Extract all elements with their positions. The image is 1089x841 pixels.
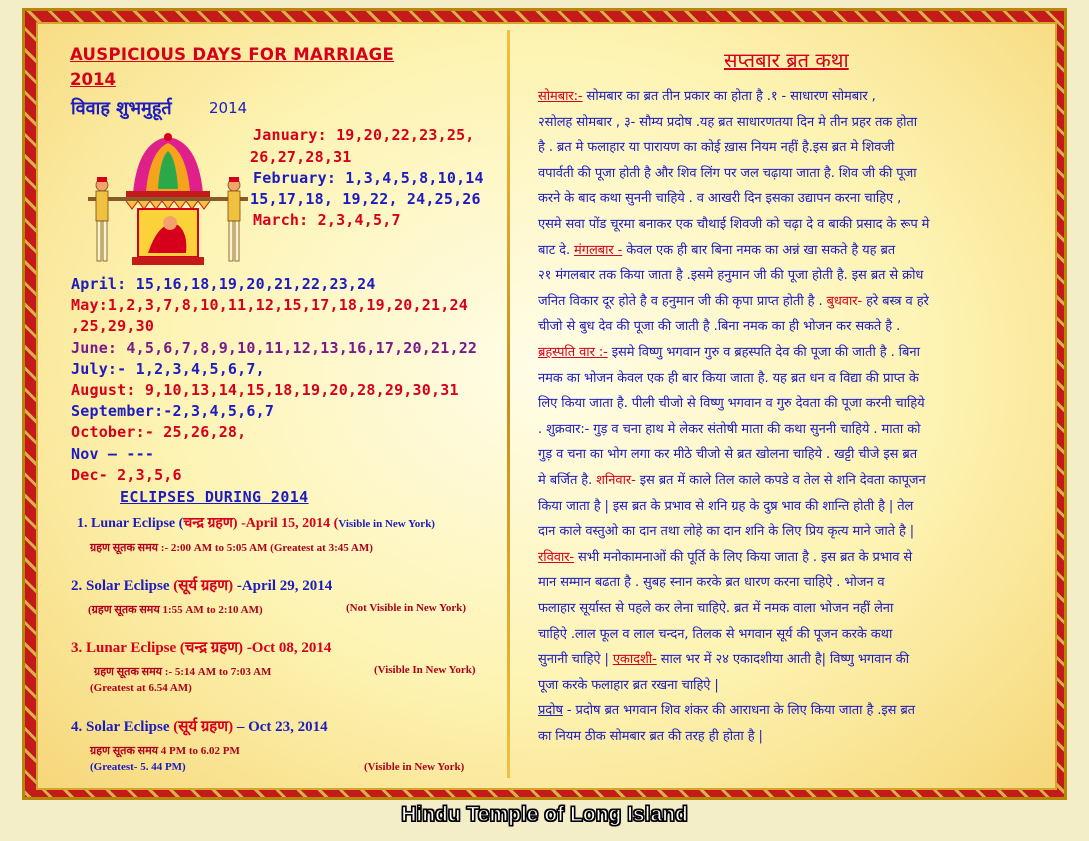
katha-segment: नमक का भोजन केवल एक ही बार किया जाता है. यह ब्रत धन व विद्या की प्राप्त के: [538, 370, 919, 386]
katha-segment: मान सम्मान बढता है . सुबह स्नान करके ब्रत धारण करना चाहिऐ . भोजन व: [538, 575, 885, 591]
katha-line: [538, 700, 915, 718]
eclipse-1-note: Visible in New York): [338, 518, 435, 530]
eclipse-3-greatest: (Greatest at 6.54 AM): [90, 682, 192, 694]
month-line: July:- 1,2,3,4,5,6,7,: [71, 359, 265, 378]
katha-segment: साल भर में २४ एकादशीया आती है| विष्णु भगवान की: [656, 652, 910, 668]
katha-segment: सुनानी चाहिऐ |: [538, 652, 613, 668]
katha-segment: इस ब्रत में काले तिल काले कपडे व तेल से शनि देवता कापूजन: [635, 473, 926, 488]
katha-line: [538, 572, 885, 590]
katha-line: [538, 393, 925, 411]
vrat-katha-title: सप्तबार ब्रत कथा: [724, 48, 849, 72]
eclipse-2-prefix: 2. Solar Eclipse: [71, 578, 174, 594]
eclipse-1-hindi: चन्द्र ग्रहण: [183, 516, 233, 531]
katha-segment: है . ब्रत मे फलाहार या पारायण का कोई ख़ास नियम नहीं है.इस ब्रत मे शिवजी: [538, 140, 895, 156]
eclipse-1-timing: ग्रहण सूतक समय :- 2:00 AM to 5:05 AM (Greatest at 3:45 AM): [90, 542, 373, 554]
eclipse-2-visibility: (Not Visible in New York): [346, 602, 466, 614]
katha-line: [538, 86, 876, 104]
month-line: October:- 25,26,28,: [71, 423, 247, 442]
eclipse-2: [71, 575, 332, 595]
katha-line: [538, 675, 719, 693]
katha-segment: दान काले वस्तुओ का दान तथा लोहे का दान शनि के लिए प्रिय कृत्य माने जाते है |: [538, 524, 915, 540]
katha-segment: इसमे विष्णु भगवान गुरु व ब्रहस्पति देव की पूजा की जाती है . बिना: [607, 345, 920, 360]
month-line: January: 19,20,22,23,25,: [253, 126, 475, 144]
vivah-heading: विवाह शुभमुहूर्त: [71, 98, 172, 119]
month-line: April: 15,16,18,19,20,21,22,23,24: [71, 275, 376, 293]
katha-line: [538, 112, 917, 130]
katha-line: [538, 624, 892, 642]
katha-line: [538, 188, 901, 206]
katha-segment: चाहिऐ .लाल फूल व लाल चन्दन, तिलक से भगवान सूर्य की पूजन करके कथा: [538, 626, 893, 642]
katha-segment: शनिवार-: [596, 473, 636, 488]
katha-segment: २१ मंगलबार तक किया जाता है .इसमे हनुमान जी की पूजा होती है. इस ब्रत से क्रोध: [538, 268, 924, 284]
eclipse-4: [71, 716, 328, 736]
katha-segment: . शुक्रवार:- गुड़ व चना हाथ मे लेकर संतोषी माता की कथा सुननी चाहिये . माता को: [538, 421, 921, 437]
eclipse-4-prefix: 4. Solar Eclipse: [71, 719, 174, 735]
katha-line: [538, 316, 900, 334]
month-line: Nov – ---: [71, 444, 155, 463]
month-line: August: 9,10,13,14,15,18,19,20,28,29,30,31: [71, 381, 459, 399]
katha-line: [538, 547, 912, 565]
wedding-palanquin-illustration: [88, 133, 248, 271]
eclipse-3-timing: ग्रहण सूतक समय :- 5:14 AM to 7:03 AM: [94, 666, 272, 678]
marriage-days-year: 2014: [70, 70, 116, 89]
eclipse-2-suffix: -April 29, 2014: [233, 578, 333, 594]
katha-line: [538, 726, 763, 744]
katha-segment: २सोलह सोमबार , ३- सौम्य प्रदोष .यह ब्रत साधारणतया दिन मे तीन प्रहर तक होता: [538, 114, 918, 130]
eclipse-1: [77, 513, 435, 532]
katha-segment: गुड़ व चना का भोग लगा कर मीठे चीजो से ब्रत खोलना चाहिये . खट्टी चीजे इस ब्रत: [538, 447, 918, 463]
katha-segment: वपार्वती की पूजा होती है और शिव लिंग पर जल चढ़ाया जाता है. शिव जी की पूजा: [538, 165, 917, 181]
eclipse-2-hindi: (सूर्य ग्रहण): [173, 578, 234, 594]
katha-segment: बाट दे.: [538, 242, 575, 258]
katha-segment: चीजो से बुध देव की पूजा की जाती है .बिना नमक का ही भोजन कर सकते है .: [538, 319, 901, 335]
katha-segment: जनित विकार दूर होते है व हनुमान जी की कृपा प्राप्त होती है .: [538, 293, 827, 309]
month-line: March: 2,3,4,5,7: [253, 211, 401, 229]
eclipse-3-prefix: 3. Lunar Eclipse: [71, 640, 180, 656]
katha-segment: केवल एक ही बार बिना नमक का अन्नं खा सकते है यह ब्रत: [622, 242, 896, 258]
eclipse-4-suffix: – Oct 23, 2014: [233, 719, 328, 735]
eclipses-title: ECLIPSES DURING 2014: [120, 488, 309, 506]
katha-line: [538, 240, 895, 258]
katha-segment: का नियम ठीक सोमबार ब्रत की तरह ही होता है |: [538, 729, 763, 744]
katha-segment: प्रदोष: [538, 703, 563, 719]
eclipse-4-greatest: (Greatest- 5. 44 PM): [90, 761, 186, 773]
katha-segment: रविवार-: [538, 549, 575, 565]
month-line: May:1,2,3,7,8,10,11,12,15,17,18,19,20,21,24: [71, 296, 468, 315]
katha-segment: सोमबार का ब्रत तीन प्रकार का होता है .१ - साधारण सोमबार ,: [582, 89, 876, 104]
eclipse-3-suffix: -Oct 08, 2014: [243, 640, 332, 656]
eclipse-1-prefix: 1. Lunar Eclipse (: [77, 516, 184, 531]
month-line: ,25,29,30: [71, 317, 155, 336]
katha-line: [538, 649, 909, 667]
month-line: Dec- 2,3,5,6: [71, 465, 182, 484]
katha-segment: - प्रदोष ब्रत भगवान शिव शंकर की आराधना के लिए किया जाता है .इस ब्रत: [562, 703, 915, 719]
katha-segment: फलाहार सूर्यास्त से पहले कर लेना चाहिऐ. ब्रत में नमक वाला भोजन नहीं लेना: [538, 601, 894, 616]
katha-line: [538, 598, 893, 616]
katha-line: [538, 163, 916, 181]
marriage-days-title: AUSPICIOUS DAYS FOR MARRIAGE: [70, 45, 395, 64]
katha-line: [538, 342, 920, 360]
katha-segment: एसमे सवा पोंड चूरमा बनाकर एक चौथाई शिवजी को चढ़ा दे व बाकी प्रसाद के रूप मे: [538, 217, 930, 232]
katha-segment: मे बर्जित है.: [538, 473, 597, 488]
eclipse-4-visibility: (Visible in New York): [364, 761, 465, 773]
month-line: June: 4,5,6,7,8,9,10,11,12,13,16,17,20,21,22: [71, 338, 478, 357]
katha-line: [538, 470, 926, 488]
katha-segment: किया जाता है | इस ब्रत के प्रभाव से शनि ग्रह के दुष्र भाव की शान्ति होती है | तेल: [538, 498, 914, 514]
katha-segment: सोमबार:-: [538, 89, 583, 104]
katha-line: [538, 496, 913, 514]
katha-segment: हरे बस्त्र व हरे: [862, 293, 929, 309]
katha-segment: पूजा करके फलाहार ब्रत रखना चाहिऐ |: [538, 677, 719, 693]
katha-segment: सभी मनोकामनाओं की पूर्ति के लिए किया जाता है . इस ब्रत के प्रभाव से: [574, 549, 913, 565]
katha-segment: करने के बाद कथा सुननी चाहिये . व आखरी दिन इसका उद्यापन करना चाहिए ,: [538, 191, 902, 207]
katha-line: [538, 368, 919, 386]
column-divider: [507, 30, 510, 778]
month-line: September:-2,3,4,5,6,7: [71, 402, 275, 421]
eclipse-2-timing: (ग्रहण सूतक समय 1:55 AM to 2:10 AM): [88, 604, 263, 616]
eclipse-4-hindi: (सूर्य ग्रहण): [173, 719, 234, 735]
footer-temple-name: Hindu Temple of Long Island: [401, 803, 688, 826]
katha-line: [538, 137, 894, 155]
eclipse-3-hindi: (चन्द्र ग्रहण): [179, 640, 244, 656]
katha-segment: मंगलबार -: [574, 242, 623, 258]
katha-segment: ब्रहस्पति वार :-: [538, 345, 608, 360]
katha-line: [538, 291, 929, 309]
month-line: 26,27,28,31: [250, 148, 352, 166]
katha-segment: एकादशी-: [612, 652, 657, 668]
month-line: February: 1,3,4,5,8,10,14: [253, 169, 484, 187]
katha-segment: लिए किया जाता है. पीली चीजो से विष्णु भगवान व गुरु देवता की पूजा करनी चाहिये: [538, 396, 925, 412]
katha-line: [538, 265, 923, 283]
eclipse-3: [71, 637, 331, 657]
eclipse-3-visibility: (Visible In New York): [374, 664, 476, 676]
katha-line: [538, 444, 917, 462]
eclipse-1-suffix: ) -April 15, 2014 (: [232, 516, 339, 531]
vivah-year: 2014: [209, 99, 248, 117]
katha-segment: बुधवार-: [826, 293, 863, 309]
katha-line: [538, 419, 920, 437]
katha-line: [538, 214, 929, 232]
katha-line: [538, 521, 914, 539]
eclipse-4-timing: ग्रहण सूतक समय 4 PM to 6.02 PM: [90, 745, 240, 757]
month-line: 15,17,18, 19,22, 24,25,26: [250, 190, 481, 208]
